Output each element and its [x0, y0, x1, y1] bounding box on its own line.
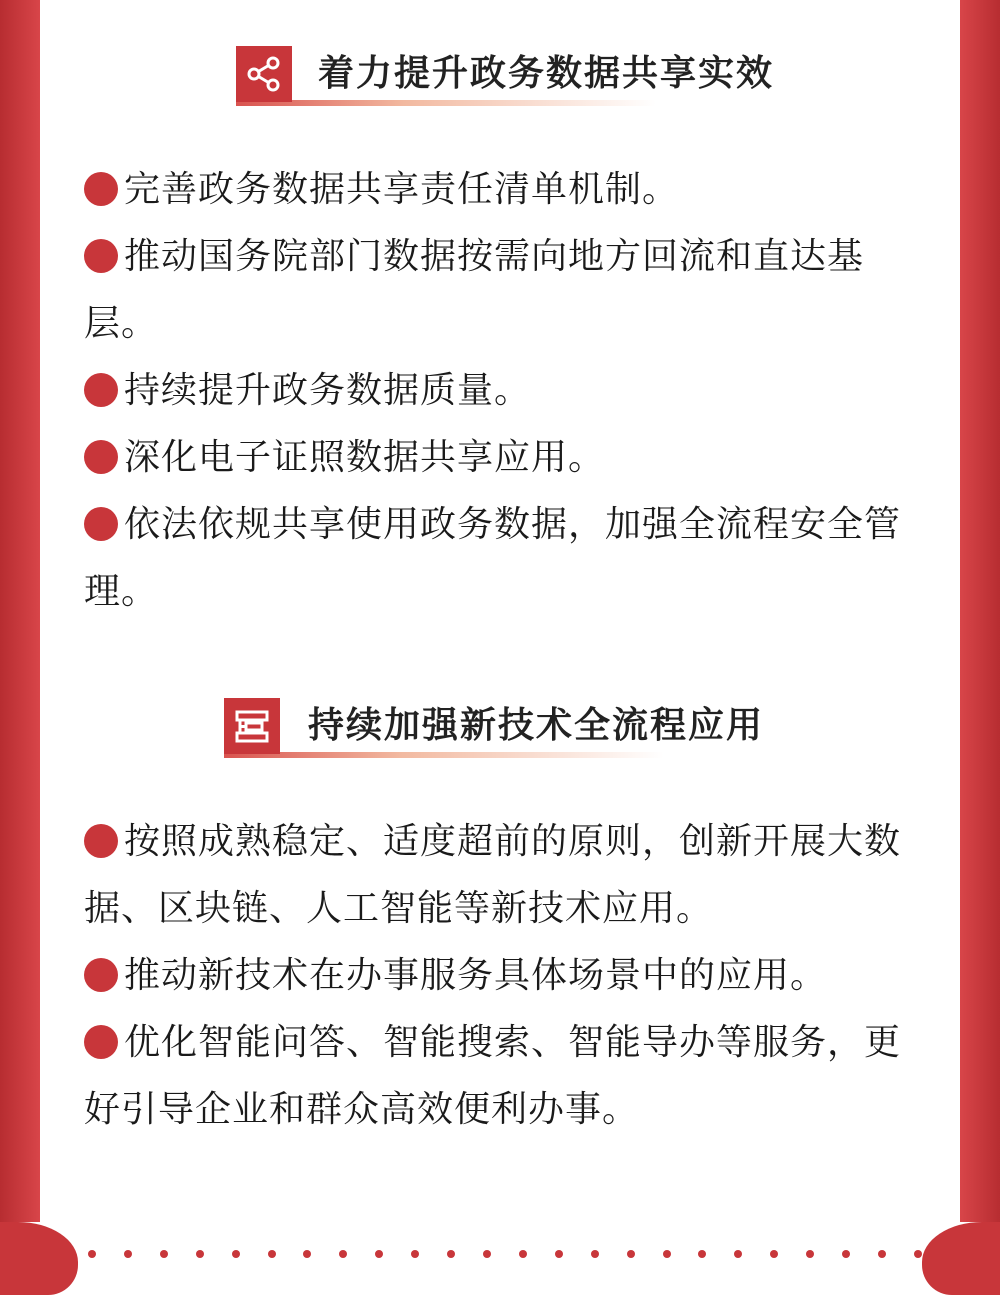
list-item: 完善政务数据共享责任清单机制。 — [84, 156, 934, 223]
header-underline — [236, 100, 656, 106]
dotted-divider — [88, 1250, 922, 1258]
section-title: 着力提升政务数据共享实效 — [318, 53, 775, 94]
list-item: 持续提升政务数据质量。 — [84, 357, 934, 424]
bullet-icon — [84, 958, 118, 992]
section-2-items — [84, 808, 934, 1143]
bullet-icon — [84, 1025, 118, 1059]
share-icon — [236, 46, 292, 102]
bullet-icon — [84, 507, 118, 541]
bottom-band — [0, 1222, 1000, 1295]
bullet-icon — [84, 172, 118, 206]
left-border — [0, 0, 40, 1295]
bullet-icon — [84, 824, 118, 858]
bullet-icon — [84, 373, 118, 407]
list-item: 推动国务院部门数据按需向地方回流和直达基层。 — [84, 236, 865, 344]
header-underline — [224, 752, 664, 758]
list-item: 深化电子证照数据共享应用。 — [84, 424, 934, 491]
flow-chart-icon — [224, 698, 280, 754]
bullet-icon — [84, 239, 118, 273]
list-item: 依法依规共享使用政务数据，加强全流程安全管理。 — [84, 504, 902, 612]
section-title: 持续加强新技术全流程应用 — [308, 705, 765, 746]
section-1-items — [84, 156, 934, 625]
list-item: 优化智能问答、智能搜索、智能导办等服务，更好引导企业和群众高效便利办事。 — [84, 1022, 902, 1130]
list-item: 推动新技术在办事服务具体场景中的应用。 — [84, 942, 934, 1009]
bullet-icon — [84, 440, 118, 474]
right-border — [960, 0, 1000, 1295]
section-header-2 — [224, 698, 814, 758]
list-item: 按照成熟稳定、适度超前的原则，创新开展大数据、区块链、人工智能等新技术应用。 — [84, 821, 902, 929]
section-header-1 — [236, 46, 816, 106]
